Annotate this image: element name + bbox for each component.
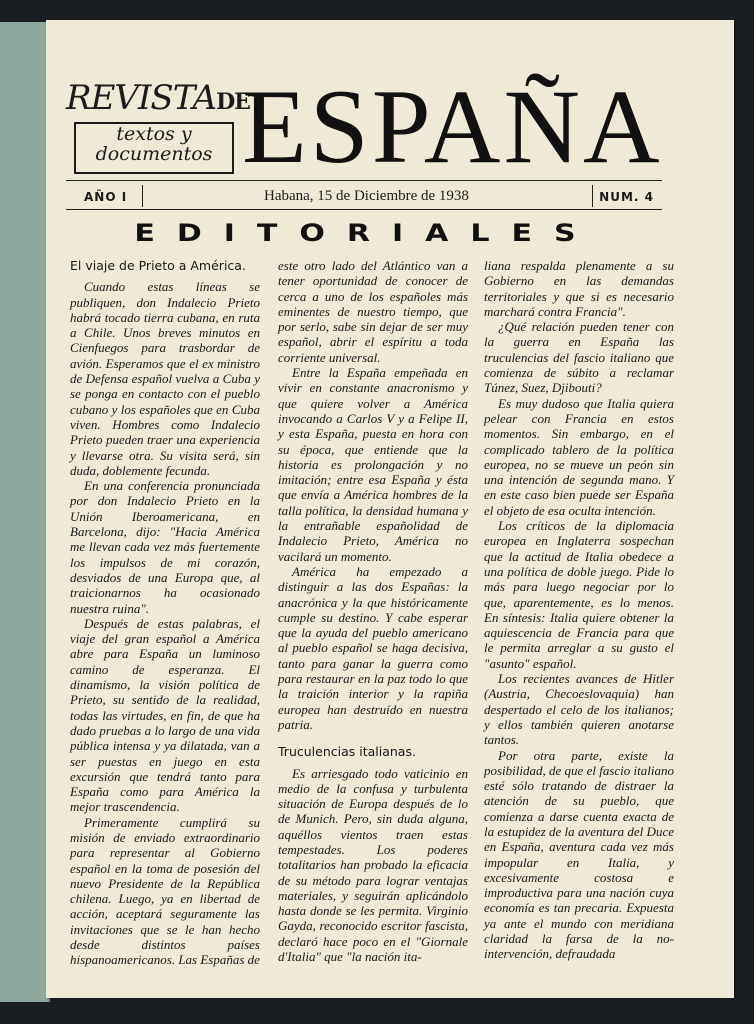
revista-word: REVISTA: [66, 78, 217, 118]
binding-spine: [0, 22, 50, 1002]
paragraph: Los críticos de la diplomacia europea en Inglaterra sospechan que la actitud de Italia obedece a una política de doble juego. Pide lo más para luego negociar por lo que, aparentemente, es lo menos. En síntesis: Italia quiere obtener la aquiescencia de Francia para que le permita arreglar a su gusto el "asunto" español.: [484, 518, 674, 671]
paragraph: Primeramente cumplirá su misión de enviado extraordinario para representar al Gobierno español en la toma de posesión del nuevo Presidente de la República chilena. Luego, ya en libertad de acción, aceptará seguramente las invitaciones que se le han hecho desde distintos países hispanoamericanos. Las Españas de: [70, 814, 260, 968]
column-1-heading: El viaje de Prieto a América.: [70, 258, 246, 273]
masthead-rule-bottom: [66, 209, 662, 210]
de-word: DE: [216, 89, 250, 115]
column-2-heading: Truculencias italianas.: [278, 744, 416, 760]
column-2: [278, 258, 468, 964]
masthead-revista: [66, 78, 250, 118]
issue-number: NUM. 4: [599, 190, 654, 204]
magazine-page: [46, 20, 734, 998]
paragraph: liana respalda plenamente a su Gobierno en las demandas territoriales y que si es necesario marchará contra Francia".: [484, 258, 674, 319]
paragraph: Es arriesgado todo vaticinio en medio de la confusa y turbulenta situación de Europa después de lo de Munich. Pero, sin duda alguna, aquéllos vientos traen estas tempestades. Los poderes totalitarios han probado la eficacia de su método para lograr ventajas materiales, y seguirán aplicándolo hasta donde se les permita. Virginio Gayda, reconocido escritor fascista, declaró hace poco en el "Giornale d'Italia" que "la nación ita-: [278, 765, 468, 965]
paragraph: Entre la España empeñada en vivir en constante anacronismo y que quiere volver a América invocando a Carlos V y a Felipe II, y esta España, puesta en hora con su época, que entiende que la historia es prolongación y no imitación; entre esa España y ésta que envía a América hombres de la talla política, la densidad humana y la entrañable españolidad de Indalecio Prieto, América no vacilará un momento.: [278, 365, 468, 564]
dateline-divider-left: [142, 185, 143, 207]
issue-year: AÑO I: [84, 190, 128, 204]
paragraph: Los recientes avances de Hitler (Austria, Checoeslovaquia) han despertado el celo de los italianos; y ellos también quieren anotarse tantos.: [484, 671, 674, 748]
masthead-rule-top: [66, 180, 662, 181]
section-title: EDITORIALES: [134, 219, 598, 248]
paragraph: este otro lado del Atlántico van a tener oportunidad de conocer de cerca a uno de los españoles más eminentes de nuestro tiempo, que por serlo, sabe sin dejar de ser muy español, abrir el espíritu a toda corriente universal.: [278, 258, 468, 365]
dateline: [74, 185, 664, 209]
paragraph: ¿Qué relación pueden tener con la guerra en España las truculencias del fascio italiano que comienza de súbito a reclamar Túnez, Suez, Djibouti?: [484, 319, 674, 396]
issue-date: Habana, 15 de Diciembre de 1938: [264, 188, 469, 204]
documentos-label: documentos: [95, 143, 213, 165]
paragraph: Cuando estas líneas se publiquen, don Indalecio Prieto habrá tocado tierra cubana, en ruta a Chile. Unos breves minutos en Cienfuegos para trasbordar de avión. Esperamos que el ex ministro de Defensa español vuelva a Cuba y se ponga en contacto con el pueblo cubano y los españoles que en Cuba viven. Hombres como Indalecio Prieto pueden traer una experiencia y llevarse otra. Su visita será, sin duda, doblemente fecunda.: [70, 279, 260, 478]
paragraph: En una conferencia pronunciada por don Indalecio Prieto en la Unión Iberoamericana, en Barcelona, dijo: "Hacia América me llevan cada vez más fuertemente los impulsos de mi corazón, desviados de una Europa que, al traicionarnos ha ocasionado nuestra ruina".: [70, 478, 260, 616]
masthead: [66, 68, 671, 200]
textos-documentos-box: [74, 122, 234, 174]
column-3: [484, 258, 674, 962]
paragraph: América ha empezado a distinguir a las dos Españas: la anacrónica y la que históricamente cumple su destino. Y cabe esperar que la ayuda del pueblo americano al pueblo español se haga decisiva, tanto para ganar la guerra como para restaurar en la paz todo lo que la traición interior y la rapiña europea han destruído en nuestra patria.: [278, 563, 468, 732]
paragraph: Por otra parte, existe la posibilidad, de que el fascio italiano esté sólo tratando de distraer la atención de su pueblo, que comienza a darse cuenta exacta de la estupidez de la aventura del Duce en España, aventura cada vez más impopular en Italia, y excesivamente costosa e improductiva para una nación cuya economía es tan precaria. Expuesta ya ante el mundo con meridiana claridad la farsa de la no-intervención, defraudada: [484, 747, 674, 962]
dateline-divider-right: [592, 185, 593, 207]
column-1: [70, 258, 260, 968]
paragraph: Es muy dudoso que Italia quiera pelear con Francia en estos momentos. Sin embargo, en el complicado tablero de la política europea, no se mueve un peón sin una intención de segunda mano. Y en este caso bien puede ser España el objeto de esa oculta intención.: [484, 395, 674, 518]
textos-label: textos y: [116, 123, 192, 145]
paragraph: Después de estas palabras, el viaje del gran español a América abre para España un luminoso camino de esperanza. El dinamismo, la visión política de Prieto, su sentido de la realidad, todas las virtudes, en fin, de que ha dado pruebas a lo largo de una vida pública intensa y ya dilatada, van a ser puestas en juego en esta excursión que tendrá tanto para España como para América la mejor trascendencia.: [70, 615, 260, 815]
masthead-title: ESPAÑA: [242, 68, 663, 185]
